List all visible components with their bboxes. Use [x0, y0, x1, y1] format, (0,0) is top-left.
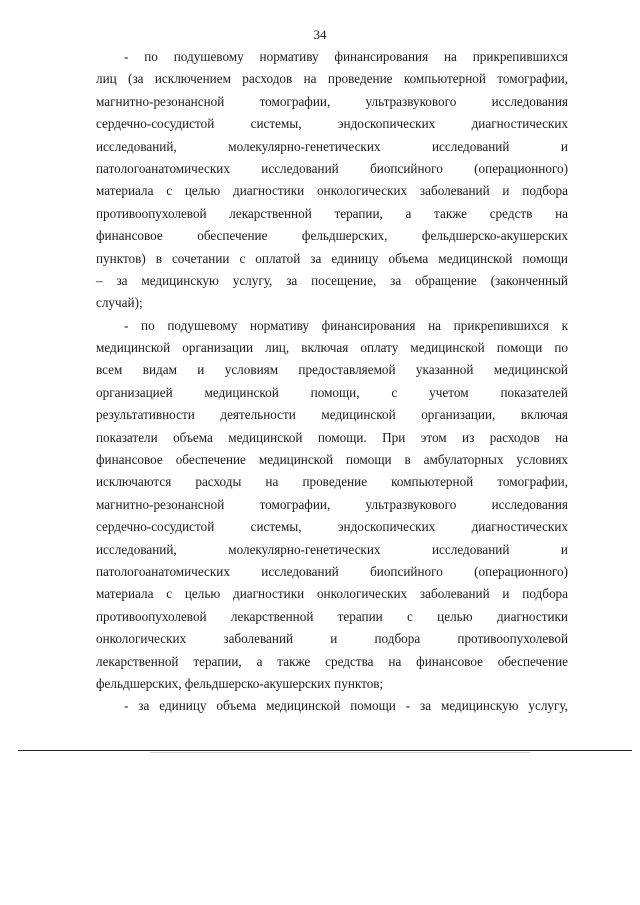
text-line: исключаются расходы на проведение компьютерной томографии,	[96, 474, 568, 490]
text-line: сердечно-сосудистой системы, эндоскопических диагностических	[96, 519, 568, 535]
text-line: - за единицу объема медицинской помощи - за медицинскую услугу,	[124, 698, 568, 714]
text-line: фельдшерских, фельдшерско-акушерских пунктов;	[96, 675, 384, 691]
page-number: 34	[313, 27, 327, 42]
text-line: - по подушевому нормативу финансирования на прикрепившихся	[124, 49, 568, 64]
text-line: онкологических заболеваний и подбора противоопухолевой	[96, 631, 568, 647]
text-line: магнитно-резонансной томографии, ультразвукового исследования	[96, 93, 568, 109]
text-line: магнитно-резонансной томографии, ультразвукового исследования	[96, 496, 568, 512]
text-line: исследований, молекулярно-генетических исследований и	[96, 138, 568, 154]
text-line: противоопухолевой лекарственной терапии с целью диагностики	[96, 608, 568, 624]
text-line: патологоанатомических исследований биопсийного (операционного)	[96, 563, 568, 579]
document-body	[96, 46, 568, 718]
text-line: организацией медицинской помощи, с учетом показателей	[96, 384, 568, 400]
text-line: лиц (за исключением расходов на проведение компьютерной томографии,	[96, 71, 568, 87]
text-line: результативности деятельности медицинской организации, включая	[96, 407, 568, 423]
text-line: лекарственной терапии, а также средства на финансовое обеспечение	[96, 653, 568, 669]
text-line: финансовое обеспечение медицинской помощи в амбулаторных условиях	[96, 452, 568, 468]
text-line: - по подушевому нормативу финансирования на прикрепившихся к	[124, 317, 568, 333]
text-line: всем видам и условиям предоставляемой указанной медицинской	[96, 362, 568, 378]
text-line: показатели объема медицинской помощи. При этом из расходов на	[96, 429, 568, 445]
text-line: сердечно-сосудистой системы, эндоскопических диагностических	[96, 116, 568, 132]
text-line: финансовое обеспечение фельдшерских, фельдшерско-акушерских	[96, 228, 568, 244]
text-line: медицинской организации лиц, включая оплату медицинской помощи по	[96, 340, 568, 356]
text-line: пунктов) в сочетании с оплатой за единицу объема медицинской помощи	[96, 250, 568, 266]
text-line: материала с целью диагностики онкологических заболеваний и подбора	[96, 183, 568, 199]
text-line: случай);	[96, 295, 143, 311]
page-bottom-rule	[18, 750, 632, 751]
page-bottom-rule-shadow	[150, 752, 530, 753]
text-line: материала с целью диагностики онкологических заболеваний и подбора	[96, 586, 568, 602]
text-line: патологоанатомических исследований биопсийного (операционного)	[96, 160, 568, 176]
text-line: – за медицинскую услугу, за посещение, за обращение (законченный	[96, 272, 568, 288]
text-line: исследований, молекулярно-генетических исследований и	[96, 541, 568, 557]
text-line: противоопухолевой лекарственной терапии, а также средств на	[96, 205, 568, 221]
